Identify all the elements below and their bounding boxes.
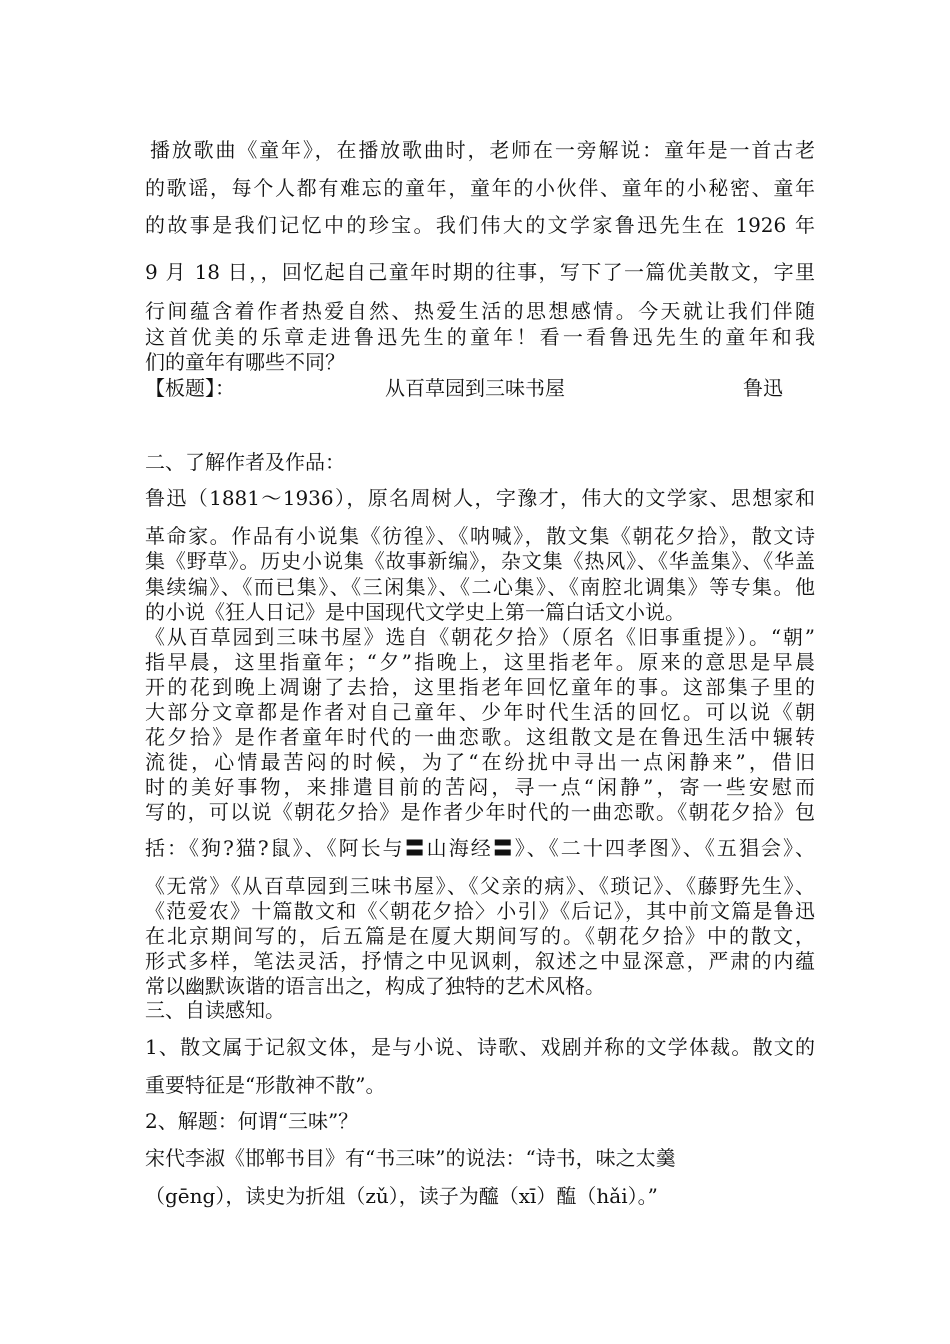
paragraph-line: 1、散文属于记叙文体，是与小说、诗歌、戏剧并称的文学体裁。散文的 [145, 1035, 815, 1059]
paragraph-line: 宋代李淑《邯郸书目》有“书三味”的说法：“诗书，味之太羹 [145, 1146, 676, 1170]
paragraph-line: 《范爱农》十篇散文和《〈朝花夕拾〉小引》《后记》，其中前文篇是鲁迅 [145, 899, 815, 923]
paragraph-line: 大部分文章都是作者对自己童年、少年时代生活的回忆。可以说《朝 [145, 700, 815, 724]
paragraph-line: 革命家。作品有小说集《彷徨》、《呐喊》，散文集《朝花夕拾》，散文诗 [145, 524, 815, 548]
paragraph-line: 2、解题：何谓“三味”？ [145, 1109, 359, 1133]
paragraph-line: （gēng），读史为折俎（zǔ），读子为醯（xī）醢（hǎi）。” [145, 1184, 658, 1208]
section-heading: 二、了解作者及作品： [145, 450, 345, 474]
paragraph-line: 集《野草》。历史小说集《故事新编》，杂文集《热风》、《华盖集》、《华盖 [145, 549, 815, 573]
paragraph-line: 花夕拾》是作者童年时代的一曲恋歌。这组散文是在鲁迅生活中辗转 [145, 725, 815, 749]
paragraph-line: 括：《狗?猫?鼠》、《阿长与〓山海经〓》、《二十四孝图》、《五猖会》、 [145, 836, 815, 860]
paragraph-line: 流徙，心情最苦闷的时候，为了“在纷扰中寻出一点闲静来”，借旧 [145, 750, 815, 774]
paragraph-line: 的故事是我们记忆中的珍宝。我们伟大的文学家鲁迅先生在 1926 年 [145, 213, 815, 237]
section-heading: 三、自读感知。 [145, 998, 285, 1022]
paragraph-line: 鲁迅（1881～1936），原名周树人，字豫才，伟大的文学家、思想家和 [145, 486, 815, 510]
paragraph-line: 形式多样，笔法灵活，抒情之中见讽刺，叙述之中显深意，严肃的内蕴 [145, 949, 815, 973]
paragraph-line: 这首优美的乐章走进鲁迅先生的童年！看一看鲁迅先生的童年和我 [145, 325, 815, 349]
paragraph-line: 9 月 18 日，，回忆起自己童年时期的往事，写下了一篇优美散文，字里 [145, 260, 815, 284]
paragraph-line: 指早晨，这里指童年；“夕”指晚上，这里指老年。原来的意思是早晨 [145, 650, 815, 674]
board-label: 【板题】： [145, 376, 235, 400]
paragraph-line: 集续编》、《而已集》、《三闲集》、《二心集》、《南腔北调集》等专集。他 [145, 575, 815, 599]
board-title-row [145, 372, 815, 398]
paragraph-line: 们的童年有哪些不同？ [145, 350, 345, 374]
paragraph-line: 行间蕴含着作者热爱自然、热爱生活的思想感情。今天就让我们伴随 [145, 299, 815, 323]
paragraph-line: 的小说《狂人日记》是中国现代文学史上第一篇白话文小说。 [145, 600, 685, 624]
paragraph-line: 常以幽默诙谐的语言出之，构成了独特的艺术风格。 [145, 974, 605, 998]
board-title: 从百草园到三味书屋 [385, 376, 565, 400]
paragraph-line: 开的花到晚上凋谢了去拾，这里指老年回忆童年的事。这部集子里的 [145, 675, 815, 699]
paragraph-line: 写的，可以说《朝花夕拾》是作者少年时代的一曲恋歌。《朝花夕拾》包 [145, 800, 815, 824]
paragraph-line: 播放歌曲《童年》，在播放歌曲时，老师在一旁解说：童年是一首古老 [150, 138, 815, 162]
paragraph-line: 《从百草园到三味书屋》选自《朝花夕拾》（原名《旧事重提》）。“朝” [145, 625, 815, 649]
paragraph-line: 的歌谣，每个人都有难忘的童年，童年的小伙伴、童年的小秘密、童年 [145, 176, 815, 200]
board-author: 鲁迅 [743, 376, 783, 400]
paragraph-line: 时的美好事物，来排遣目前的苦闷，寻一点“闲静”，寄一些安慰而 [145, 775, 815, 799]
paragraph-line: 在北京期间写的，后五篇是在厦大期间写的。《朝花夕拾》中的散文， [145, 924, 815, 948]
paragraph-line: 《无常》《从百草园到三味书屋》、《父亲的病》、《琐记》、《藤野先生》、 [145, 874, 815, 898]
paragraph-line: 重要特征是“形散神不散”。 [145, 1073, 386, 1097]
